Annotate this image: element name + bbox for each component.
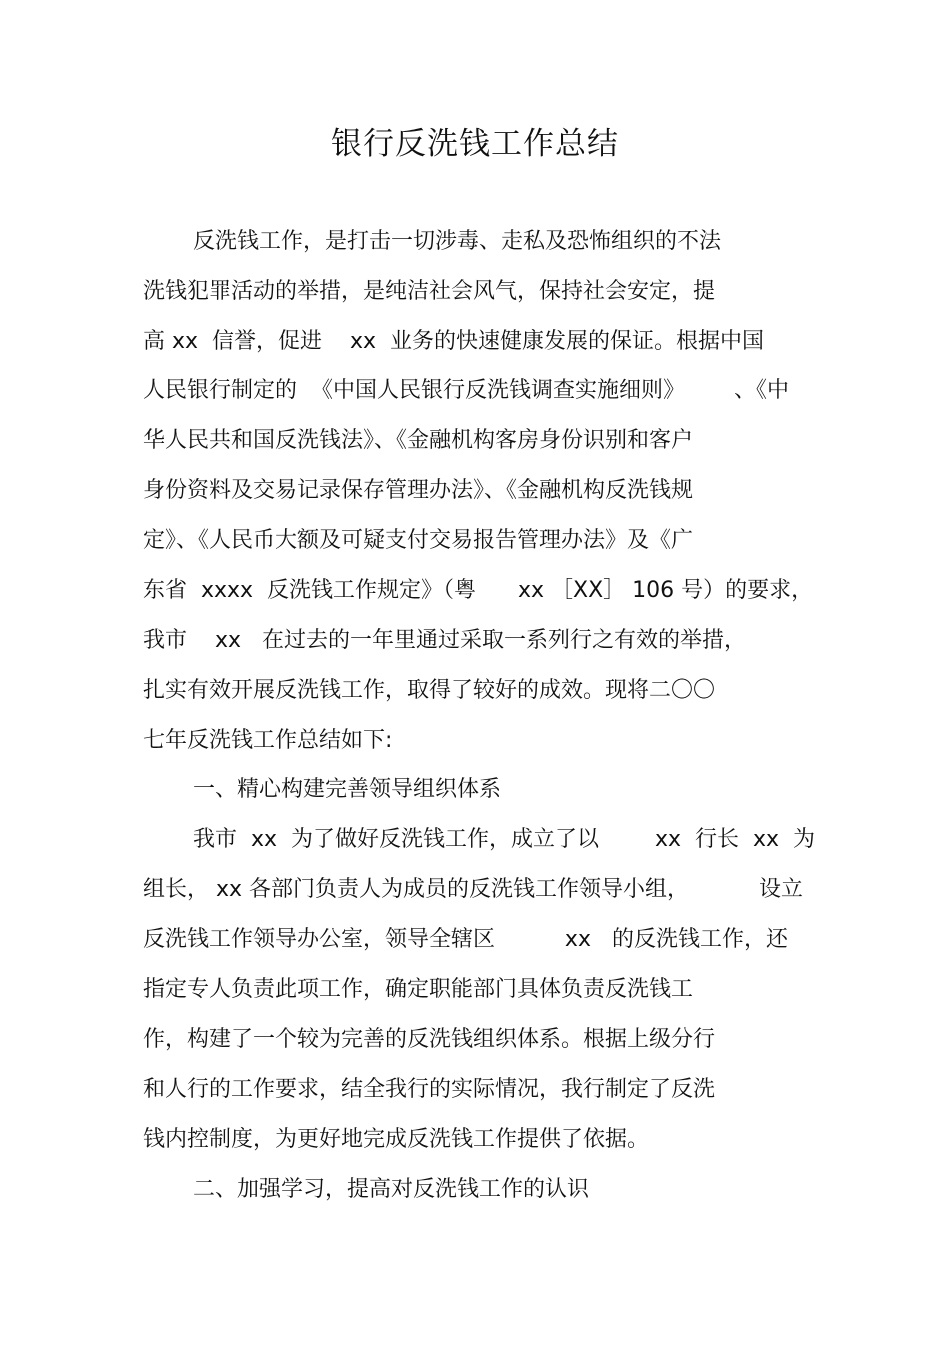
paragraph-line: 钱内控制度，为更好地完成反洗钱工作提供了依据。 <box>143 1127 650 1152</box>
paragraph-line: 华人民共和国反洗钱法》、《金融机构客房身份识别和客户 <box>143 428 694 453</box>
paragraph-line: 高 xx 信誉，促进 xx 业务的快速健康发展的保证。根据中国 <box>143 329 765 354</box>
document-title: 银行反洗钱工作总结 <box>331 126 619 162</box>
paragraph-line: 七年反洗钱工作总结如下: <box>143 728 393 753</box>
paragraph-line: 洗钱犯罪活动的举措，是纯洁社会风气，保持社会安定，提 <box>143 279 716 304</box>
paragraph-line: 东省 xxxx 反洗钱工作规定》（粤 xx ［XX］ 106 号）的要求， <box>143 578 814 603</box>
paragraph-line: 指定专人负责此项工作，确定职能部门具体负责反洗钱工 <box>143 977 694 1002</box>
paragraph-line: 反洗钱工作领导办公室，领导全辖区 xx 的反洗钱工作，还 <box>143 927 788 952</box>
paragraph-line: 身份资料及交易记录保存管理办法》、《金融机构反洗钱规 <box>143 478 694 503</box>
paragraph-line: 组长， xx 各部门负责人为成员的反洗钱工作领导小组， 设立 <box>143 877 803 902</box>
paragraph-line: 我市 xx 在过去的一年里通过采取一系列行之有效的举措， <box>143 628 746 653</box>
paragraph-line: 我市 xx 为了做好反洗钱工作，成立了以 xx 行长 xx 为 <box>193 827 815 852</box>
paragraph-line: 作，构建了一个较为完善的反洗钱组织体系。根据上级分行 <box>143 1027 716 1052</box>
paragraph-line: 和人行的工作要求，结全我行的实际情况，我行制定了反洗 <box>143 1077 716 1102</box>
section-heading: 二、加强学习，提高对反洗钱工作的认识 <box>193 1177 590 1202</box>
paragraph-line: 反洗钱工作，是打击一切涉毒、走私及恐怖组织的不法 <box>193 229 722 254</box>
paragraph-line: 人民银行制定的 《中国人民银行反洗钱调查实施细则》 、《中 <box>143 378 789 403</box>
paragraph-line: 定》、《人民币大额及可疑支付交易报告管理办法》及《广 <box>143 528 694 553</box>
section-heading: 一、精心构建完善领导组织体系 <box>193 777 502 802</box>
paragraph-line: 扎实有效开展反洗钱工作，取得了较好的成效。现将二〇〇 <box>143 678 716 703</box>
